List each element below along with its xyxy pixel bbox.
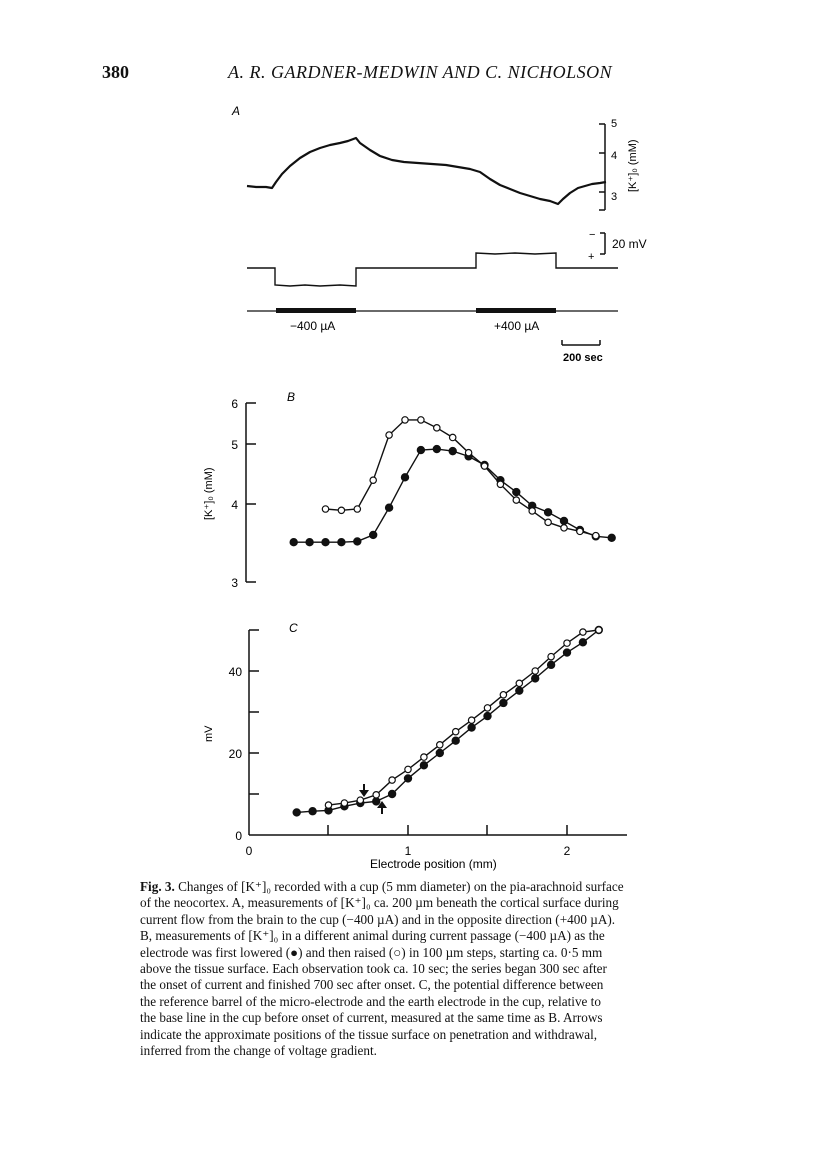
panel-b-point-raised [386,432,392,438]
panel-b-point-raised [322,506,328,512]
panel-b-ytick-label-6: 6 [231,397,238,411]
panel-a-voltage-trace [247,253,618,286]
panel-b-point-lowered [433,445,440,452]
panel-c-point-raised [341,800,347,806]
time-scale-bar [562,340,600,345]
panel-c-point-raised [437,742,443,748]
caption-line-7: the onset of current and finished 700 sec after onset. C, the potential difference between [140,977,604,993]
panel-b-point-lowered [386,504,393,511]
polarity-plus: + [588,251,595,263]
panel-a-label: A [232,104,241,118]
panel-b-point-raised [402,417,408,423]
panel-c-label: C [289,621,298,635]
panel-b-point-raised [545,519,551,525]
panel-b-point-raised [529,508,535,514]
panel-c-point-lowered [389,790,396,797]
panel-b-point-lowered [306,539,313,546]
k-tick-4: 4 [611,150,618,162]
panel-b-point-lowered [338,539,345,546]
panel-b-point-raised [577,528,583,534]
panel-c-point-lowered [500,699,507,706]
caption-line-1-text: Changes of [K⁺]₀ recorded with a cup (5 mm diameter) on the pia-arachnoid surface [178,879,624,894]
panel-b-point-raised [338,507,344,513]
caption-line-9: the base line in the cup before onset of current, measured at the same time as B. Arrows [140,1010,603,1026]
panel-b-point-raised [465,449,471,455]
panel-c-point-lowered [563,649,570,656]
panel-b-point-raised [418,417,424,423]
k-scale-bar [599,124,605,210]
panel-b-point-raised [481,463,487,469]
panel-c-point-lowered [516,687,523,694]
caption-line-4: B, measurements of [K⁺]₀ in a different animal during current passage (−400 µA) as the [140,928,605,944]
panel-c-xtick-label-1: 1 [404,844,412,858]
panel-c-point-raised [421,754,427,760]
panel-b-point-raised [593,532,599,538]
panel-b-point-lowered [354,538,361,545]
k-tick-5: 5 [611,118,618,130]
panel-c-point-lowered [309,808,316,815]
panel-c-point-lowered [484,713,491,720]
panel-c-point-raised [468,717,474,723]
panel-c-point-raised [484,705,490,711]
panel-c-point-raised [564,640,570,646]
panel-c-point-lowered [579,639,586,646]
time-scale-label: 200 sec [563,352,603,364]
panel-c-point-raised [357,797,363,803]
voltage-scale-label: 20 mV [612,237,647,251]
panel-c-ylabel: mV [203,725,215,742]
panel-b-point-lowered [290,539,297,546]
panel-c-xlabel: Electrode position (mm) [370,857,497,871]
penetration-arrow-down [359,784,369,797]
panel-c-point-lowered [293,809,300,816]
panel-c-point-lowered [436,749,443,756]
panel-b-point-raised [450,434,456,440]
panel-c-line-raised [329,630,599,805]
panel-b-point-raised [370,477,376,483]
panel-c-ytick-label-40: 40 [228,665,242,679]
panel-c-point-lowered [452,737,459,744]
caption-line-3: current flow from the brain to the cup (−400 µA) and in the opposite direction (+400 µA). [140,911,616,927]
panel-b-point-raised [354,506,360,512]
polarity-minus: − [589,229,596,241]
panel-c-point-raised [453,728,459,734]
panel-b-point-raised [434,425,440,431]
panel-c-xtick-label-2: 2 [563,844,571,858]
panel-c-point-lowered [532,675,539,682]
panel-b-point-lowered [513,488,520,495]
panel-c-ytick-label-0: 0 [235,829,242,843]
panel-b-point-raised [497,481,503,487]
caption-line-11: inferred from the change of voltage gradient. [140,1043,377,1059]
panel-c-point-raised [500,692,506,698]
panel-c-point-raised [325,802,331,808]
current-label-negative: −400 µA [290,319,336,333]
panel-c-point-raised [405,766,411,772]
panel-b-point-lowered [370,531,377,538]
panel-b-point-lowered [401,474,408,481]
panel-c-point-raised [548,653,554,659]
panel-c-point-lowered [468,724,475,731]
panel-c-point-raised [580,629,586,635]
panel-b-ytick-label-3: 3 [231,576,238,590]
panel-b-point-lowered [449,448,456,455]
panel-b-point-lowered [417,446,424,453]
panel-b-point-lowered [560,517,567,524]
panel-c-point-lowered [404,775,411,782]
current-bar-negative [276,308,356,313]
panel-b-label: B [287,390,296,404]
panel-c-xtick-label-0: 0 [245,844,253,858]
panel-b-point-lowered [545,509,552,516]
caption-line-1 [140,879,700,895]
panel-b-chart [203,390,615,590]
k-axis-label: [K⁺]₀ (mM) [627,139,639,192]
panel-c-point-raised [596,627,602,633]
running-title: A. R. GARDNER-MEDWIN AND C. NICHOLSON [228,62,613,82]
current-label-positive: +400 µA [494,319,540,333]
panel-c-point-raised [389,777,395,783]
panel-c-point-raised [532,668,538,674]
panel-b-point-lowered [608,534,615,541]
panel-b-ylabel: [K⁺]₀ (mM) [203,467,215,520]
panel-c-point-lowered [548,661,555,668]
caption-line-2: of the neocortex. A, measurements of [K⁺]₀ ca. 200 µm beneath the cortical surface during [140,895,619,911]
panel-c-point-lowered [373,798,380,805]
figure-caption [140,879,700,1059]
panel-b-ytick-label-5: 5 [231,438,238,452]
panel-b-point-raised [561,525,567,531]
panel-a-potassium-trace [247,138,606,204]
caption-line-10: indicate the approximate positions of the tissue surface on penetration and withdrawal, [140,1026,598,1042]
panel-c-chart [203,621,627,871]
panel-c-ytick-label-20: 20 [228,747,242,761]
k-tick-3: 3 [611,191,618,203]
panel-c-point-lowered [420,762,427,769]
caption-line-8: the reference barrel of the micro-electrode and the earth electrode in the cup, relative to [140,993,601,1009]
voltage-scale-bar [600,233,605,254]
panel-c-point-raised [373,792,379,798]
caption-line-6: above the tissue surface. Each observation took ca. 10 sec; the series began 300 sec after [140,961,607,977]
panel-b-line-raised [326,420,596,536]
panel-c-point-raised [516,680,522,686]
panel-b-ytick-label-4: 4 [231,498,238,512]
panel-b-point-raised [513,497,519,503]
page-number: 380 [102,62,129,82]
caption-fig-label: Fig. 3. [140,879,175,894]
caption-line-5: electrode was first lowered (●) and then raised (○) in 100 µm steps, starting ca. 0·5 mm [140,944,603,960]
current-bar-positive [476,308,556,313]
panel-b-point-lowered [322,539,329,546]
